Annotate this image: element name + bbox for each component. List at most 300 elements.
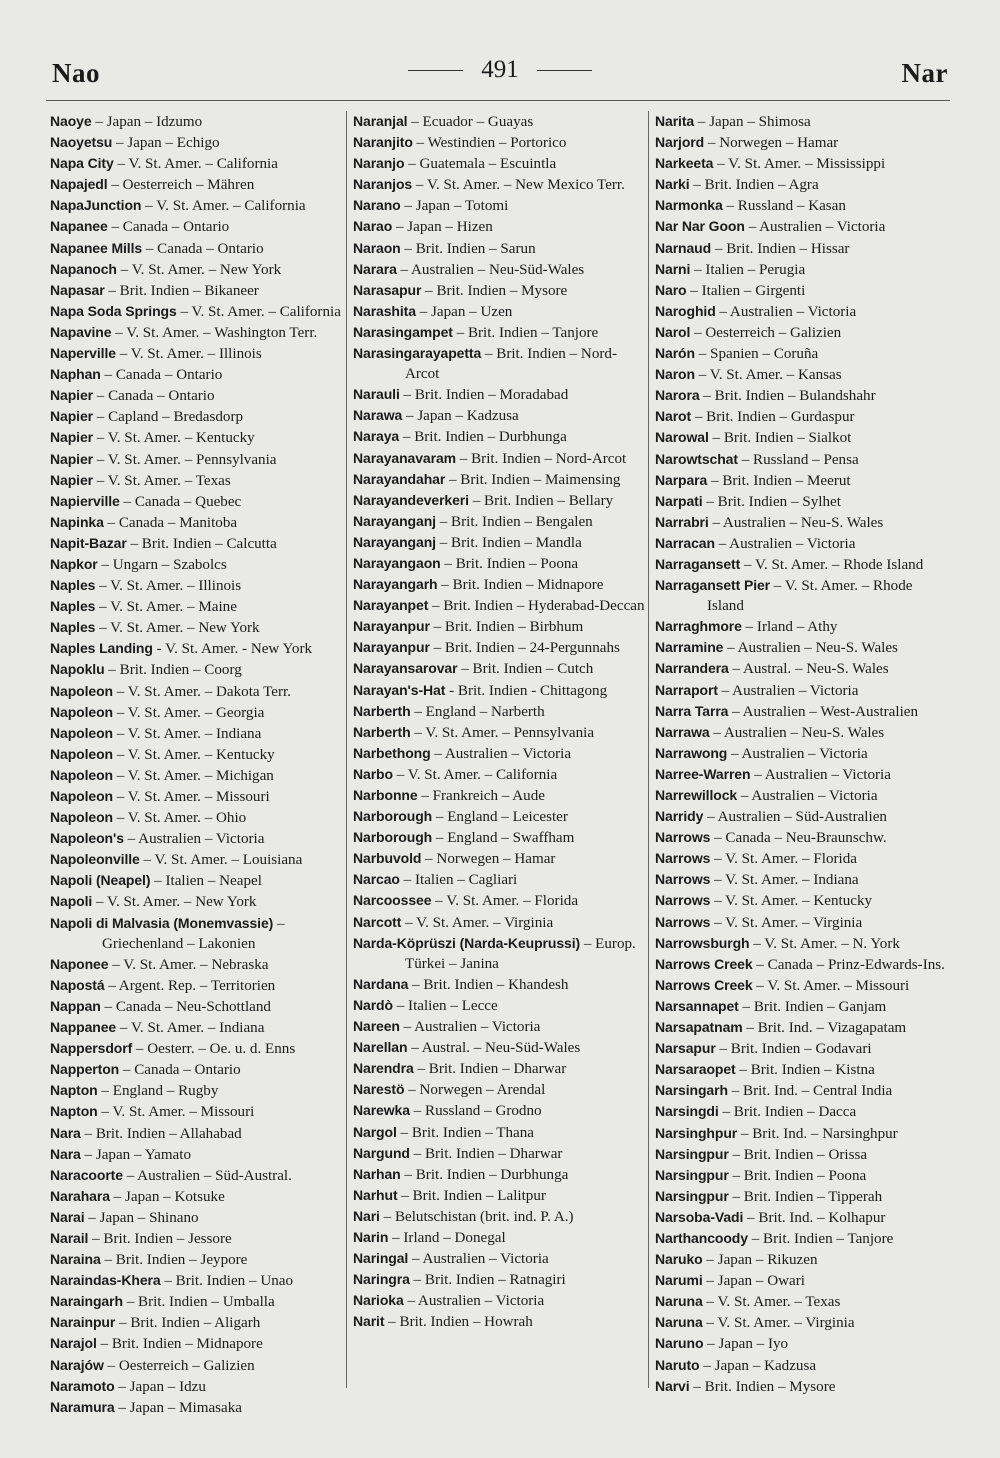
entry-location: – Brit. Indien – Nord-Arcot	[456, 450, 627, 467]
gazetteer-entry	[353, 680, 645, 701]
entry-location: – Brit. Indien – Nord-Arcot	[405, 346, 617, 383]
gazetteer-entry	[353, 132, 645, 153]
entry-location: – Irland – Donegal	[388, 1229, 506, 1246]
entry-location: – V. St. Amer. – Texas	[702, 1294, 841, 1311]
entry-headword: Narayandahar	[353, 470, 446, 487]
entry-location: – Brit. Indien – Bengalen	[435, 513, 593, 530]
gazetteer-entry	[50, 301, 344, 322]
entry-location: – England – Leicester	[432, 809, 568, 826]
entry-location: – Norwegen – Hamar	[704, 135, 839, 152]
entry-headword: Narragansett	[655, 555, 741, 572]
entry-location: – Canada – Ontario	[119, 1062, 241, 1079]
gazetteer-entry	[50, 1144, 344, 1165]
gazetteer-entry	[50, 491, 344, 512]
gazetteer-entry	[50, 449, 344, 470]
entry-location: – Brit. Indien – Aligarh	[115, 1315, 261, 1332]
entry-headword: Napanee	[50, 218, 108, 235]
entry-location: – Brit. Indien – Poona	[728, 1167, 867, 1184]
entry-location: – Australien – Victoria	[408, 1251, 549, 1268]
entry-headword: Naples	[50, 619, 96, 636]
entry-location: – England – Narberth	[410, 703, 545, 720]
gazetteer-entry	[50, 216, 344, 237]
entry-headword: Narón	[655, 345, 695, 362]
entry-location: – Belutschistan (brit. ind. P. A.)	[379, 1208, 574, 1225]
entry-location: – Oesterreich – Galizien	[690, 324, 842, 341]
gazetteer-entry	[655, 280, 950, 301]
entry-headword: Narraghmore	[655, 618, 742, 635]
entry-location: – Japan – Echigo	[112, 135, 220, 152]
entry-location: – Brit. Indien – Calcutta	[126, 535, 277, 552]
entry-location: – Brit. Ind. – Central India	[727, 1083, 893, 1100]
entry-location: – Australien – Victoria	[717, 682, 859, 699]
entry-headword: Narayanganj	[353, 533, 436, 550]
gazetteer-entry	[50, 153, 344, 174]
entry-headword: Naron	[655, 366, 695, 383]
entry-headword: Narrows	[655, 892, 711, 909]
entry-location: – V. St. Amer. – Pennsylvania	[410, 724, 595, 741]
entry-headword: Narnaud	[655, 239, 712, 256]
entry-headword: Narborough	[353, 808, 433, 825]
header-rule	[46, 100, 950, 101]
entry-location: – Japan – Uzen	[415, 303, 513, 320]
gazetteer-entry	[655, 470, 950, 491]
gazetteer-entry	[655, 827, 950, 848]
entry-location: – Japan – Iyo	[703, 1336, 789, 1353]
gazetteer-entry	[353, 301, 645, 322]
entry-location: – Brit. Indien – Tanjore	[452, 324, 599, 341]
gazetteer-entry	[655, 1207, 950, 1228]
entry-location: - V. St. Amer. - New York	[152, 641, 313, 658]
gazetteer-entry	[50, 1017, 344, 1038]
gazetteer-entry	[50, 1333, 344, 1354]
gazetteer-entry	[353, 343, 645, 384]
gazetteer-entry	[353, 1079, 645, 1100]
gazetteer-entry	[353, 595, 645, 616]
entry-headword: Narbuvold	[353, 850, 422, 867]
entry-headword: Napoklu	[50, 661, 105, 678]
entry-location: – Japan – Idzumo	[91, 114, 203, 130]
gazetteer-entry	[655, 975, 950, 996]
entry-location: – V. St. Amer. – Virginia	[702, 1315, 855, 1332]
entry-headword: Naracoorte	[50, 1166, 123, 1183]
page-header	[0, 0, 1000, 100]
entry-location: – V. St. Amer. – Texas	[92, 472, 231, 489]
entry-location: – Australien – West-Australien	[728, 703, 919, 720]
entry-headword: Narit	[353, 1313, 385, 1330]
entry-location: – Australien – Victoria	[403, 1293, 545, 1310]
entry-headword: Napajedl	[50, 176, 108, 193]
entry-location: – V. St. Amer. – Michigan	[112, 767, 274, 784]
gazetteer-entry	[50, 238, 344, 259]
entry-location: – V. St. Amer. – California	[141, 198, 306, 215]
entry-location: – Italien – Cagliari	[399, 872, 518, 889]
entry-headword: Napoli di Malvasia (Monemvassie)	[50, 914, 274, 931]
gazetteer-entry	[655, 174, 950, 195]
gazetteer-entry	[50, 575, 344, 596]
entry-headword: Narayanpur	[353, 618, 430, 635]
entry-location: – Brit. Indien – Unao	[160, 1273, 294, 1290]
entry-headword: NapaJunction	[50, 197, 142, 214]
entry-location: – Italien – Girgenti	[686, 282, 806, 299]
entry-location: – Brit. Indien – Midnapore	[437, 577, 604, 594]
entry-headword: Narasapur	[353, 281, 422, 298]
entry-headword: Nari	[353, 1207, 380, 1224]
gazetteer-entry	[353, 1269, 645, 1290]
entry-headword: Napier	[50, 408, 93, 425]
gazetteer-entry	[50, 786, 344, 807]
entry-headword: Narsingarh	[655, 1082, 728, 1099]
entry-headword: Napa City	[50, 155, 114, 172]
gazetteer-entry	[50, 195, 344, 216]
entry-location: – V. St. Amer. – Indiana	[710, 872, 859, 889]
gazetteer-entry	[353, 153, 645, 174]
gazetteer-entry	[50, 996, 344, 1017]
entry-headword: Naringal	[353, 1250, 409, 1267]
entry-headword: Narni	[655, 260, 691, 277]
entry-location: – Japan – Totomi	[400, 198, 509, 215]
entry-location: – Brit. Indien – Sialkot	[708, 430, 852, 447]
entry-location: – V. St. Amer. – Missouri	[752, 977, 910, 994]
gazetteer-entry	[50, 1312, 344, 1333]
entry-location: – Spanien – Coruña	[694, 346, 819, 363]
gazetteer-entry	[353, 1058, 645, 1079]
entry-location: – Europ. Türkei – Janina	[405, 935, 636, 972]
entry-location: – Frankreich – Aude	[417, 788, 545, 804]
gazetteer-entry	[50, 280, 344, 301]
entry-headword: Narmonka	[655, 197, 723, 214]
entry-location: – Brit. Indien – Poona	[440, 555, 579, 572]
entry-location: – Norwegen – Arendal	[404, 1082, 546, 1099]
entry-headword: Narhut	[353, 1186, 398, 1203]
entry-headword: Narara	[353, 260, 397, 277]
entry-headword: Napierville	[50, 492, 120, 509]
gazetteer-entry	[50, 174, 344, 195]
entry-headword: Napoleon's	[50, 830, 124, 847]
entry-headword: Nareen	[353, 1018, 400, 1035]
entry-headword: Napkor	[50, 555, 98, 572]
entry-headword: Napoleon	[50, 703, 113, 720]
entry-location: – Japan – Shimosa	[694, 114, 811, 130]
entry-location: – Brit. Indien – Hyderabad-Deccan	[428, 598, 645, 615]
entry-headword: Napoleonville	[50, 851, 140, 868]
gazetteer-entry	[655, 406, 950, 427]
gazetteer-entry	[655, 1333, 950, 1354]
entry-headword: Narsaraopet	[655, 1061, 736, 1078]
gazetteer-entry	[353, 785, 645, 806]
entry-location: – Australien – Süd-Australien	[703, 809, 887, 826]
gazetteer-entry	[353, 1290, 645, 1311]
entry-headword: Naples	[50, 577, 96, 594]
entry-headword: Naraon	[353, 239, 401, 256]
entry-headword: Narao	[353, 218, 393, 235]
entry-headword: Narahara	[50, 1187, 110, 1204]
gazetteer-entry	[50, 1376, 344, 1397]
page-number: 491	[481, 56, 519, 83]
entry-headword: Napoli	[50, 893, 93, 910]
entry-location: - Brit. Indien - Chittagong	[445, 682, 608, 699]
entry-headword: Napoleon	[50, 788, 113, 804]
gazetteer-entry	[50, 891, 344, 912]
gazetteer-entry	[50, 638, 344, 659]
entry-headword: Narra Tarra	[655, 702, 729, 719]
gazetteer-entry	[353, 933, 645, 974]
entry-headword: Nappanee	[50, 1019, 117, 1036]
gazetteer-entry	[655, 1165, 950, 1186]
entry-headword: Narashita	[353, 302, 416, 319]
entry-location: – Australien – Victoria	[744, 219, 886, 236]
entry-headword: Naples	[50, 598, 96, 615]
entry-headword: Narsingpur	[655, 1145, 729, 1162]
gazetteer-entry	[353, 448, 645, 469]
column-2	[353, 111, 645, 1401]
entry-location: – V. St. Amer. – Rhode Island	[740, 556, 924, 573]
gazetteer-entry	[50, 512, 344, 533]
entry-location: – V. St. Amer. – Maine	[95, 599, 237, 616]
entry-location: – Brit. Indien – Sylhet	[702, 493, 841, 510]
entry-headword: Narki	[655, 176, 690, 193]
gazetteer-entry	[353, 743, 645, 764]
gazetteer-entry	[655, 1312, 950, 1333]
gazetteer-entry	[655, 996, 950, 1017]
entry-headword: Narellan	[353, 1039, 408, 1056]
entry-location: – V. St. Amer. – N. York	[749, 935, 900, 952]
rule-right	[537, 70, 592, 71]
entry-location: – Canada – Neu-Braunschw.	[710, 830, 887, 847]
gazetteer-entry	[50, 132, 344, 153]
gazetteer-entry	[353, 1248, 645, 1269]
gazetteer-entry	[50, 322, 344, 343]
entry-headword: Narail	[50, 1229, 89, 1246]
entry-headword: Napoleon	[50, 682, 113, 699]
entry-headword: Narin	[353, 1228, 389, 1245]
entry-headword: Nargund	[353, 1144, 410, 1161]
gazetteer-entry	[50, 617, 344, 638]
gazetteer-entry	[655, 153, 950, 174]
entry-headword: Naruno	[655, 1335, 704, 1352]
entry-location: – England – Rugby	[97, 1083, 219, 1100]
entry-headword: Napier	[50, 450, 93, 467]
entry-location: – Canada – Ontario	[142, 240, 264, 257]
entry-location: – Brit. Indien – Umballa	[122, 1294, 275, 1311]
gazetteer-entry	[50, 1228, 344, 1249]
entry-headword: Narhan	[353, 1165, 401, 1182]
gazetteer-entry	[353, 1100, 645, 1121]
entry-location: – Japan – Kadzusa	[402, 408, 519, 425]
entry-headword: Narrows Creek	[655, 976, 753, 993]
entry-location: – V. St. Amer. – Illinois	[95, 578, 242, 595]
entry-headword: Narsapatnam	[655, 1019, 743, 1036]
entry-location: – V. St. Amer. – Missouri	[97, 1104, 255, 1121]
entry-headword: Napa Soda Springs	[50, 302, 177, 319]
entry-location: – V. St. Amer. – New York	[92, 894, 257, 911]
gazetteer-entry	[50, 975, 344, 996]
entry-location: – Brit. Indien – Hissar	[711, 240, 850, 257]
entry-location: – V. St. Amer. – Kentucky	[112, 746, 275, 763]
entry-headword: Narsingpur	[655, 1187, 729, 1204]
entry-headword: Napton	[50, 1103, 98, 1120]
gazetteer-entry	[50, 406, 344, 427]
gazetteer-entry	[655, 132, 950, 153]
entry-headword: Nardana	[353, 975, 409, 992]
gazetteer-entry	[50, 828, 344, 849]
gazetteer-entry	[50, 1165, 344, 1186]
gazetteer-entry	[353, 405, 645, 426]
gazetteer-entry	[50, 702, 344, 723]
entry-location: – V. St. Amer. – Rhode Island	[707, 578, 913, 615]
entry-location: – Brit. Indien – Tanjore	[747, 1230, 894, 1247]
entry-headword: Naroghid	[655, 302, 716, 319]
gazetteer-entry	[50, 1355, 344, 1376]
gazetteer-entry	[655, 575, 950, 616]
gazetteer-entry	[50, 744, 344, 765]
entry-headword: Narewka	[353, 1102, 410, 1119]
entry-headword: Naruna	[655, 1314, 703, 1331]
gazetteer-entry	[655, 701, 950, 722]
gazetteer-entry	[353, 1164, 645, 1185]
entry-headword: Narragansett Pier	[655, 577, 771, 594]
entry-location: – Brit. Indien – Moradabad	[399, 387, 569, 404]
gazetteer-entry	[655, 722, 950, 743]
entry-headword: Narbonne	[353, 787, 418, 803]
entry-headword: Nappersdorf	[50, 1040, 133, 1057]
entry-location: – Brit. Indien – Meerut	[707, 472, 851, 489]
gazetteer-entry	[655, 658, 950, 679]
entry-headword: Narayandeverkeri	[353, 491, 469, 508]
gazetteer-entry	[655, 1249, 950, 1270]
entry-headword: Naruna	[655, 1293, 703, 1310]
gazetteer-entry	[353, 553, 645, 574]
entry-location: – Australien – Victoria	[430, 745, 572, 762]
entry-location: – Brit. Indien – Mandla	[435, 534, 582, 551]
gazetteer-entry	[50, 1059, 344, 1080]
gazetteer-entry	[50, 870, 344, 891]
entry-headword: Narrows	[655, 871, 711, 888]
gazetteer-entry	[353, 637, 645, 658]
entry-headword: Narree-Warren	[655, 765, 751, 782]
gazetteer-entry	[50, 659, 344, 680]
entry-headword: Nara	[50, 1145, 81, 1162]
entry-location: – Brit. Indien – Ratnagiri	[409, 1272, 566, 1289]
entry-location: – Brit. Indien – Durbhunga	[399, 429, 567, 446]
entry-location: – Australien – Victoria	[750, 766, 891, 783]
gazetteer-entry	[353, 806, 645, 827]
gazetteer-entry	[50, 470, 344, 491]
entry-location: – Canada – Ontario	[92, 388, 215, 405]
entry-headword: Napperton	[50, 1061, 120, 1078]
entry-location: – Brit. Indien – Midnapore	[96, 1336, 263, 1353]
gazetteer-entry	[353, 974, 645, 995]
entry-location: – Japan – Idzu	[114, 1378, 206, 1395]
gazetteer-entry	[353, 701, 645, 722]
entry-headword: Narayansarovar	[353, 660, 458, 677]
entry-location: – Japan – Owari	[702, 1273, 805, 1290]
entry-headword: Naramoto	[50, 1377, 115, 1394]
gazetteer-entry	[353, 1122, 645, 1143]
gazetteer-entry	[655, 1376, 950, 1397]
entry-headword: Narcao	[353, 871, 400, 888]
entry-location: – Oesterr. – Oe. u. d. Enns	[132, 1041, 296, 1058]
entry-headword: Napasar	[50, 281, 105, 298]
gazetteer-entry	[353, 1016, 645, 1037]
entry-headword: Naranjo	[353, 155, 405, 172]
entry-headword: Narauli	[353, 386, 400, 403]
gazetteer-entry	[50, 1123, 344, 1144]
gazetteer-entry	[50, 913, 344, 954]
entry-location: – V. St. Amer. – Indiana	[112, 725, 262, 742]
entry-headword: Naples Landing	[50, 640, 153, 657]
entry-headword: Narberth	[353, 702, 411, 719]
entry-headword: Naramura	[50, 1398, 115, 1415]
entry-location: – V. St. Amer. – Florida	[710, 851, 857, 868]
entry-headword: Narcoossee	[353, 892, 432, 909]
gazetteer-entry	[655, 259, 950, 280]
entry-location: – Austral. – Neu-Süd-Wales	[407, 1040, 581, 1057]
entry-headword: Narasingarayapetta	[353, 345, 482, 362]
entry-headword: Narsingdi	[655, 1103, 719, 1120]
gazetteer-entry	[353, 490, 645, 511]
entry-location: – V. St. Amer. – California	[392, 766, 558, 783]
entry-location: – Brit. Indien – Birbhum	[429, 619, 584, 636]
gazetteer-entry	[50, 723, 344, 744]
entry-location: – Brit. Indien – Thana	[396, 1124, 534, 1141]
entry-location: – Brit. Indien – Dharwar	[413, 1061, 567, 1078]
entry-location: – V. St. Amer. – Kansas	[694, 367, 842, 384]
gazetteer-entry	[353, 1143, 645, 1164]
entry-headword: Narsoba-Vadi	[655, 1208, 744, 1225]
entry-headword: Naranjal	[353, 113, 408, 129]
entry-location: – Brit. Ind. – Vizagapatam	[742, 1020, 907, 1037]
entry-location: – Australien – Victoria	[715, 303, 857, 320]
entry-headword: Narcott	[353, 913, 402, 930]
entry-location: – Brit. Indien – Kistna	[735, 1062, 875, 1079]
gazetteer-entry	[353, 238, 645, 259]
gazetteer-entry	[353, 259, 645, 280]
entry-headword: Naruto	[655, 1356, 700, 1373]
gazetteer-entry	[50, 554, 344, 575]
gazetteer-entry	[353, 764, 645, 785]
gazetteer-entry	[655, 1144, 950, 1165]
entry-location: – Australien – Victoria	[714, 535, 856, 552]
column-divider-2	[648, 111, 649, 1388]
entry-location: – V. St. Amer. – Ohio	[112, 810, 247, 827]
entry-headword: Nargol	[353, 1123, 397, 1140]
entry-headword: Narayangarh	[353, 576, 438, 593]
entry-location: – Brit. Indien – Mysore	[689, 1378, 836, 1395]
gazetteer-entry	[655, 912, 950, 933]
gazetteer-entry	[655, 491, 950, 512]
entry-location: – V. St. Amer. – California	[176, 303, 341, 320]
entry-location: – V. St. Amer. – Georgia	[112, 704, 265, 721]
gazetteer-entry	[50, 1291, 344, 1312]
gazetteer-entry	[50, 681, 344, 702]
entry-headword: Narrewillock	[655, 787, 738, 803]
entry-location: – V. St. Amer. – Kentucky	[92, 430, 255, 447]
entry-headword: Naraya	[353, 428, 400, 445]
gazetteer-entry	[655, 1270, 950, 1291]
gazetteer-entry	[353, 722, 645, 743]
entry-location: – Brit. Indien – Jeypore	[100, 1252, 248, 1269]
gazetteer-entry	[353, 532, 645, 553]
gazetteer-entry	[353, 111, 645, 132]
entry-location: – Austral. – Neu-S. Wales	[728, 661, 889, 678]
entry-headword: Naraingarh	[50, 1293, 123, 1310]
gazetteer-entry	[353, 469, 645, 490]
entry-headword: Naperville	[50, 345, 116, 362]
entry-location: – Griechenland – Lakonien	[102, 915, 285, 952]
gazetteer-entry	[353, 174, 645, 195]
entry-headword: Narpati	[655, 492, 703, 509]
gazetteer-entry	[655, 637, 950, 658]
